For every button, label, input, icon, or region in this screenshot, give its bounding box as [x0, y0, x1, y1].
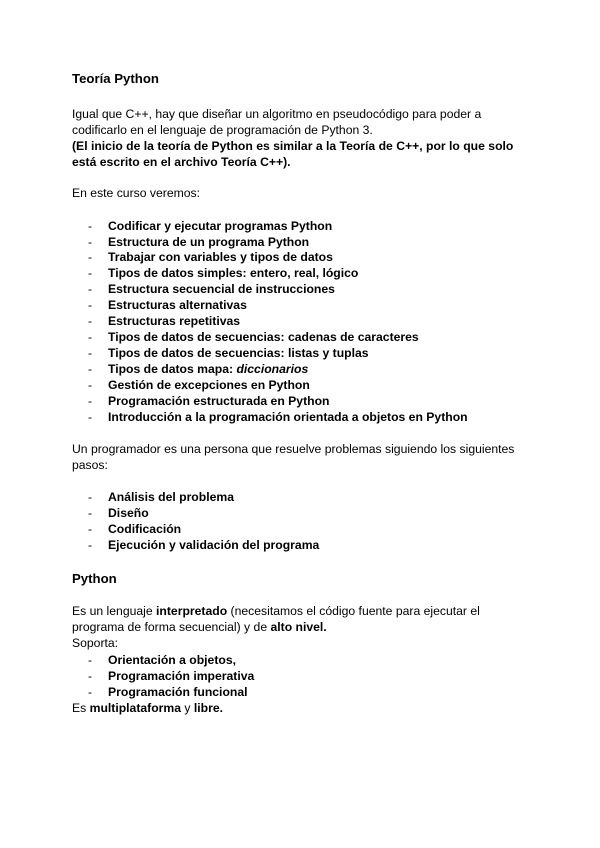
programmer-line-2: pasos:	[72, 458, 108, 472]
bullet-dash: -	[88, 685, 93, 699]
bullet-dash: -	[88, 282, 93, 296]
python-heading: Python	[72, 571, 117, 586]
programmer-line-1: Un programador es una persona que resuelve problemas siguiendo los siguientes	[72, 442, 515, 456]
course-item: - Tipos de datos de secuencias: cadenas de caracteres	[88, 330, 419, 344]
bullet-dash: -	[88, 410, 93, 424]
intro-line-2: codificarlo en el lenguaje de programación de Python 3.	[72, 123, 373, 137]
intro-note-line-2: está escrito en el archivo Teoría C++).	[72, 155, 291, 169]
course-item: - Estructura secuencial de instrucciones	[88, 282, 335, 296]
course-item: - Estructuras repetitivas	[88, 314, 241, 328]
course-item: - Introducción a la programación orientada a objetos en Python	[88, 410, 468, 424]
bullet-dash: -	[88, 314, 93, 328]
course-item: - Estructura de un programa Python	[88, 235, 310, 249]
bullet-dash: -	[88, 330, 93, 344]
bullet-dash: -	[88, 219, 93, 233]
step-item: - Análisis del problema	[88, 490, 234, 504]
closing-line: Es multiplataforma y libre.	[72, 701, 224, 715]
paradigm-item: - Programación imperativa	[88, 669, 255, 683]
intro-line-1: Igual que C++, hay que diseñar un algoritmo en pseudocódigo para poder a	[72, 107, 482, 121]
course-item: - Programación estructurada en Python	[88, 394, 330, 408]
python-desc-line-2: programa de forma secuencial) y de alto nivel.	[72, 620, 327, 634]
course-item: - Tipos de datos simples: entero, real, lógico	[88, 266, 359, 280]
supports-label: Soporta:	[72, 636, 119, 650]
bullet-dash: -	[88, 490, 93, 504]
bullet-dash: -	[88, 378, 93, 392]
bullet-dash: -	[88, 266, 93, 280]
bullet-dash: -	[88, 235, 93, 249]
bullet-dash: -	[88, 298, 93, 312]
italic-term: diccionarios	[236, 362, 309, 376]
course-intro: En este curso veremos:	[72, 186, 201, 200]
course-item: - Trabajar con variables y tipos de datos	[88, 250, 333, 264]
course-item: - Codificar y ejecutar programas Python	[88, 219, 333, 233]
paradigm-item: - Orientación a objetos,	[88, 653, 236, 667]
step-item: - Diseño	[88, 506, 149, 520]
step-item: - Ejecución y validación del programa	[88, 538, 320, 552]
bullet-dash: -	[88, 653, 93, 667]
bullet-dash: -	[88, 250, 93, 264]
bullet-dash: -	[88, 522, 93, 536]
bullet-dash: -	[88, 346, 93, 360]
step-item: - Codificación	[88, 522, 182, 536]
course-item: - Tipos de datos mapa: diccionarios	[88, 362, 309, 376]
paradigm-item: - Programación funcional	[88, 685, 248, 699]
bullet-dash: -	[88, 669, 93, 683]
bullet-dash: -	[88, 506, 93, 520]
bullet-dash: -	[88, 538, 93, 552]
bullet-dash: -	[88, 362, 93, 376]
course-item: - Estructuras alternativas	[88, 298, 247, 312]
bullet-dash: -	[88, 394, 93, 408]
page-title: Teoría Python	[72, 71, 159, 86]
course-item: - Tipos de datos de secuencias: listas y tuplas	[88, 346, 369, 360]
course-item: - Gestión de excepciones en Python	[88, 378, 310, 392]
python-desc-line-1: Es un lenguaje interpretado (necesitamos el código fuente para ejecutar el	[72, 604, 480, 618]
intro-note-line-1: (El inicio de la teoría de Python es similar a la Teoría de C++, por lo que solo	[72, 139, 514, 153]
